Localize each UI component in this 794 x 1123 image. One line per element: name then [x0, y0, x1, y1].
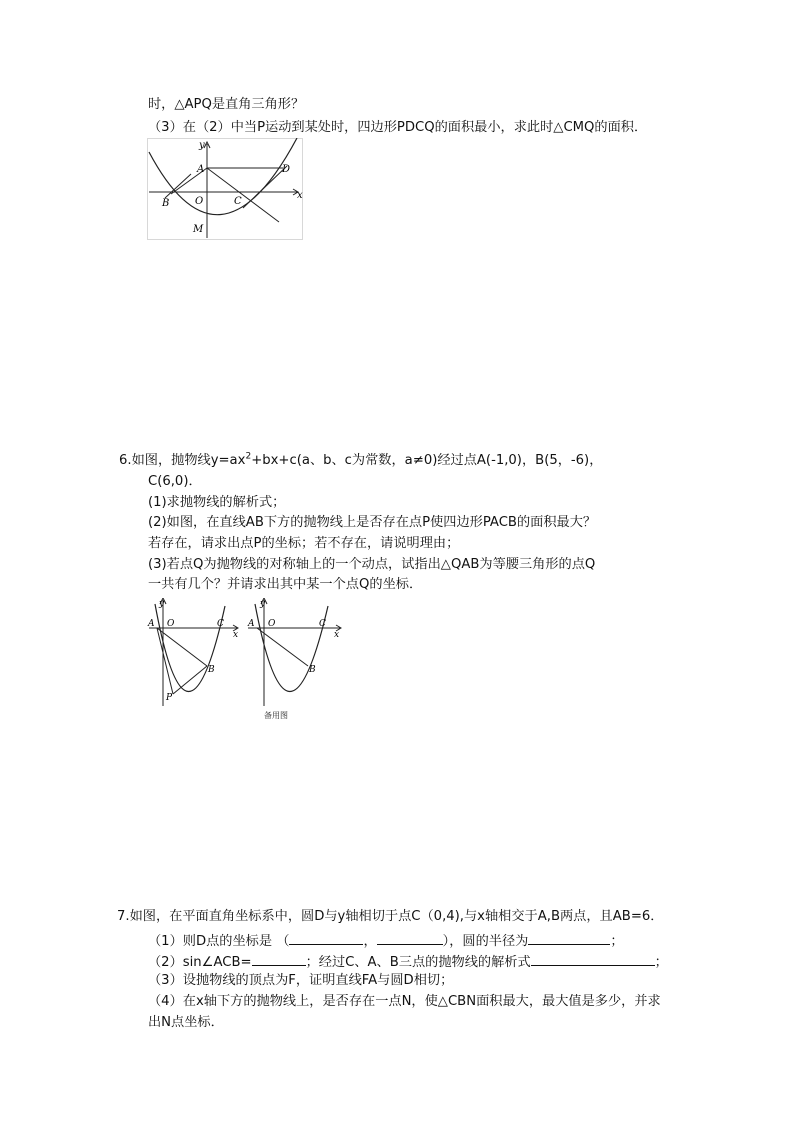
q7-line-2	[148, 930, 624, 951]
parabola	[149, 138, 297, 215]
q6-diagram-main	[147, 598, 239, 710]
q6-line-3: (1)求抛物线的解析式；	[148, 495, 286, 510]
label-C: C	[217, 619, 224, 629]
q7-line-2-b: ，	[363, 934, 377, 949]
q6-line-7: 一共有几个？并请求出其中某一个点Q的坐标．	[148, 577, 423, 592]
q6-diagram-spare	[246, 598, 342, 710]
label-x: x	[233, 630, 239, 640]
q6-line-1-b: +bx+c(a、b、c为常数，a≠0)经过点A(-1,0)，B(5，-6)，	[251, 453, 603, 468]
q7-line-3-c: ；	[654, 955, 668, 970]
answer-blank-radius[interactable]	[528, 930, 610, 945]
q7-line-2-c: ），圆的半径为	[442, 934, 529, 949]
q7-line-2-a: （1）则D点的坐标是 （	[148, 934, 290, 949]
answer-blank-dy[interactable]	[377, 930, 443, 945]
q6-exponent: 2	[245, 451, 252, 462]
q6-line-5: 若存在，请求出点P的坐标；若不存在，请说明理由；	[148, 536, 460, 551]
q6-line-1-a: 6.如图，抛物线y=ax	[119, 453, 246, 468]
label-B: B	[162, 198, 170, 209]
q7-line-2-d: ；	[610, 934, 624, 949]
segment-CD	[243, 166, 287, 208]
q6-line-2: C(6,0)．	[148, 474, 202, 489]
q6-figure-main	[147, 598, 239, 714]
q7-line-3-b: ；经过C、A、B三点的抛物线的解析式	[305, 955, 531, 970]
label-B: B	[309, 665, 316, 675]
label-A: A	[197, 164, 205, 175]
q5-figure	[147, 138, 303, 244]
answer-blank-sin[interactable]	[252, 951, 306, 966]
label-C: C	[234, 196, 242, 207]
figure-frame	[148, 139, 303, 240]
label-A: A	[148, 619, 155, 629]
label-D: D	[282, 164, 291, 175]
parabola	[155, 604, 225, 692]
q6-line-6: (3)若点Q为抛物线的对称轴上的一个动点，试指出△QAB为等腰三角形的点Q	[148, 557, 596, 572]
q5-line-2: （3）在（2）中当P运动到某处时，四边形PDCQ的面积最小，求此时△CMQ的面积．	[148, 120, 648, 135]
q7-line-6: 出N点坐标．	[148, 1015, 224, 1030]
label-y: y	[260, 599, 266, 609]
label-O: O	[167, 619, 175, 629]
label-P: P	[166, 693, 173, 703]
q6-line-4: (2)如图，在直线AB下方的抛物线上是否存在点P使四边形PACB的面积最大？	[148, 515, 597, 530]
q7-line-3-a: （2）sin∠ACB=	[148, 955, 252, 970]
q6-figure-spare	[246, 598, 342, 714]
q5-line-1: 时，△APQ是直角三角形？	[148, 97, 305, 112]
q6-spare-caption: 备用图	[264, 711, 288, 720]
label-B: B	[208, 665, 215, 675]
q7-line-4: （3）设抛物线的顶点为F，证明直线FA与圆D相切；	[148, 973, 454, 988]
answer-blank-parabola[interactable]	[531, 951, 655, 966]
parabola	[255, 604, 328, 692]
q6-line-1	[119, 452, 602, 470]
label-x: x	[334, 630, 340, 640]
label-O: O	[195, 196, 204, 207]
label-y: y	[159, 599, 165, 609]
label-x: x	[297, 190, 303, 201]
label-C: C	[319, 619, 326, 629]
label-y: y	[199, 140, 205, 151]
q5-diagram	[147, 138, 303, 240]
q7-line-5: （4）在x轴下方的抛物线上，是否存在一点N，使△CBN面积最大，最大值是多少，并求	[148, 994, 661, 1009]
answer-blank-dx[interactable]	[289, 930, 363, 945]
label-A: A	[248, 619, 255, 629]
label-M: M	[193, 224, 204, 235]
label-O: O	[268, 619, 276, 629]
segment-AC	[207, 168, 279, 222]
q7-line-3	[148, 951, 668, 972]
q7-line-1: 7.如图，在平面直角坐标系中，圆D与y轴相切于点C（0,4),与x轴相交于A,B两点，且AB=6．	[117, 909, 664, 924]
